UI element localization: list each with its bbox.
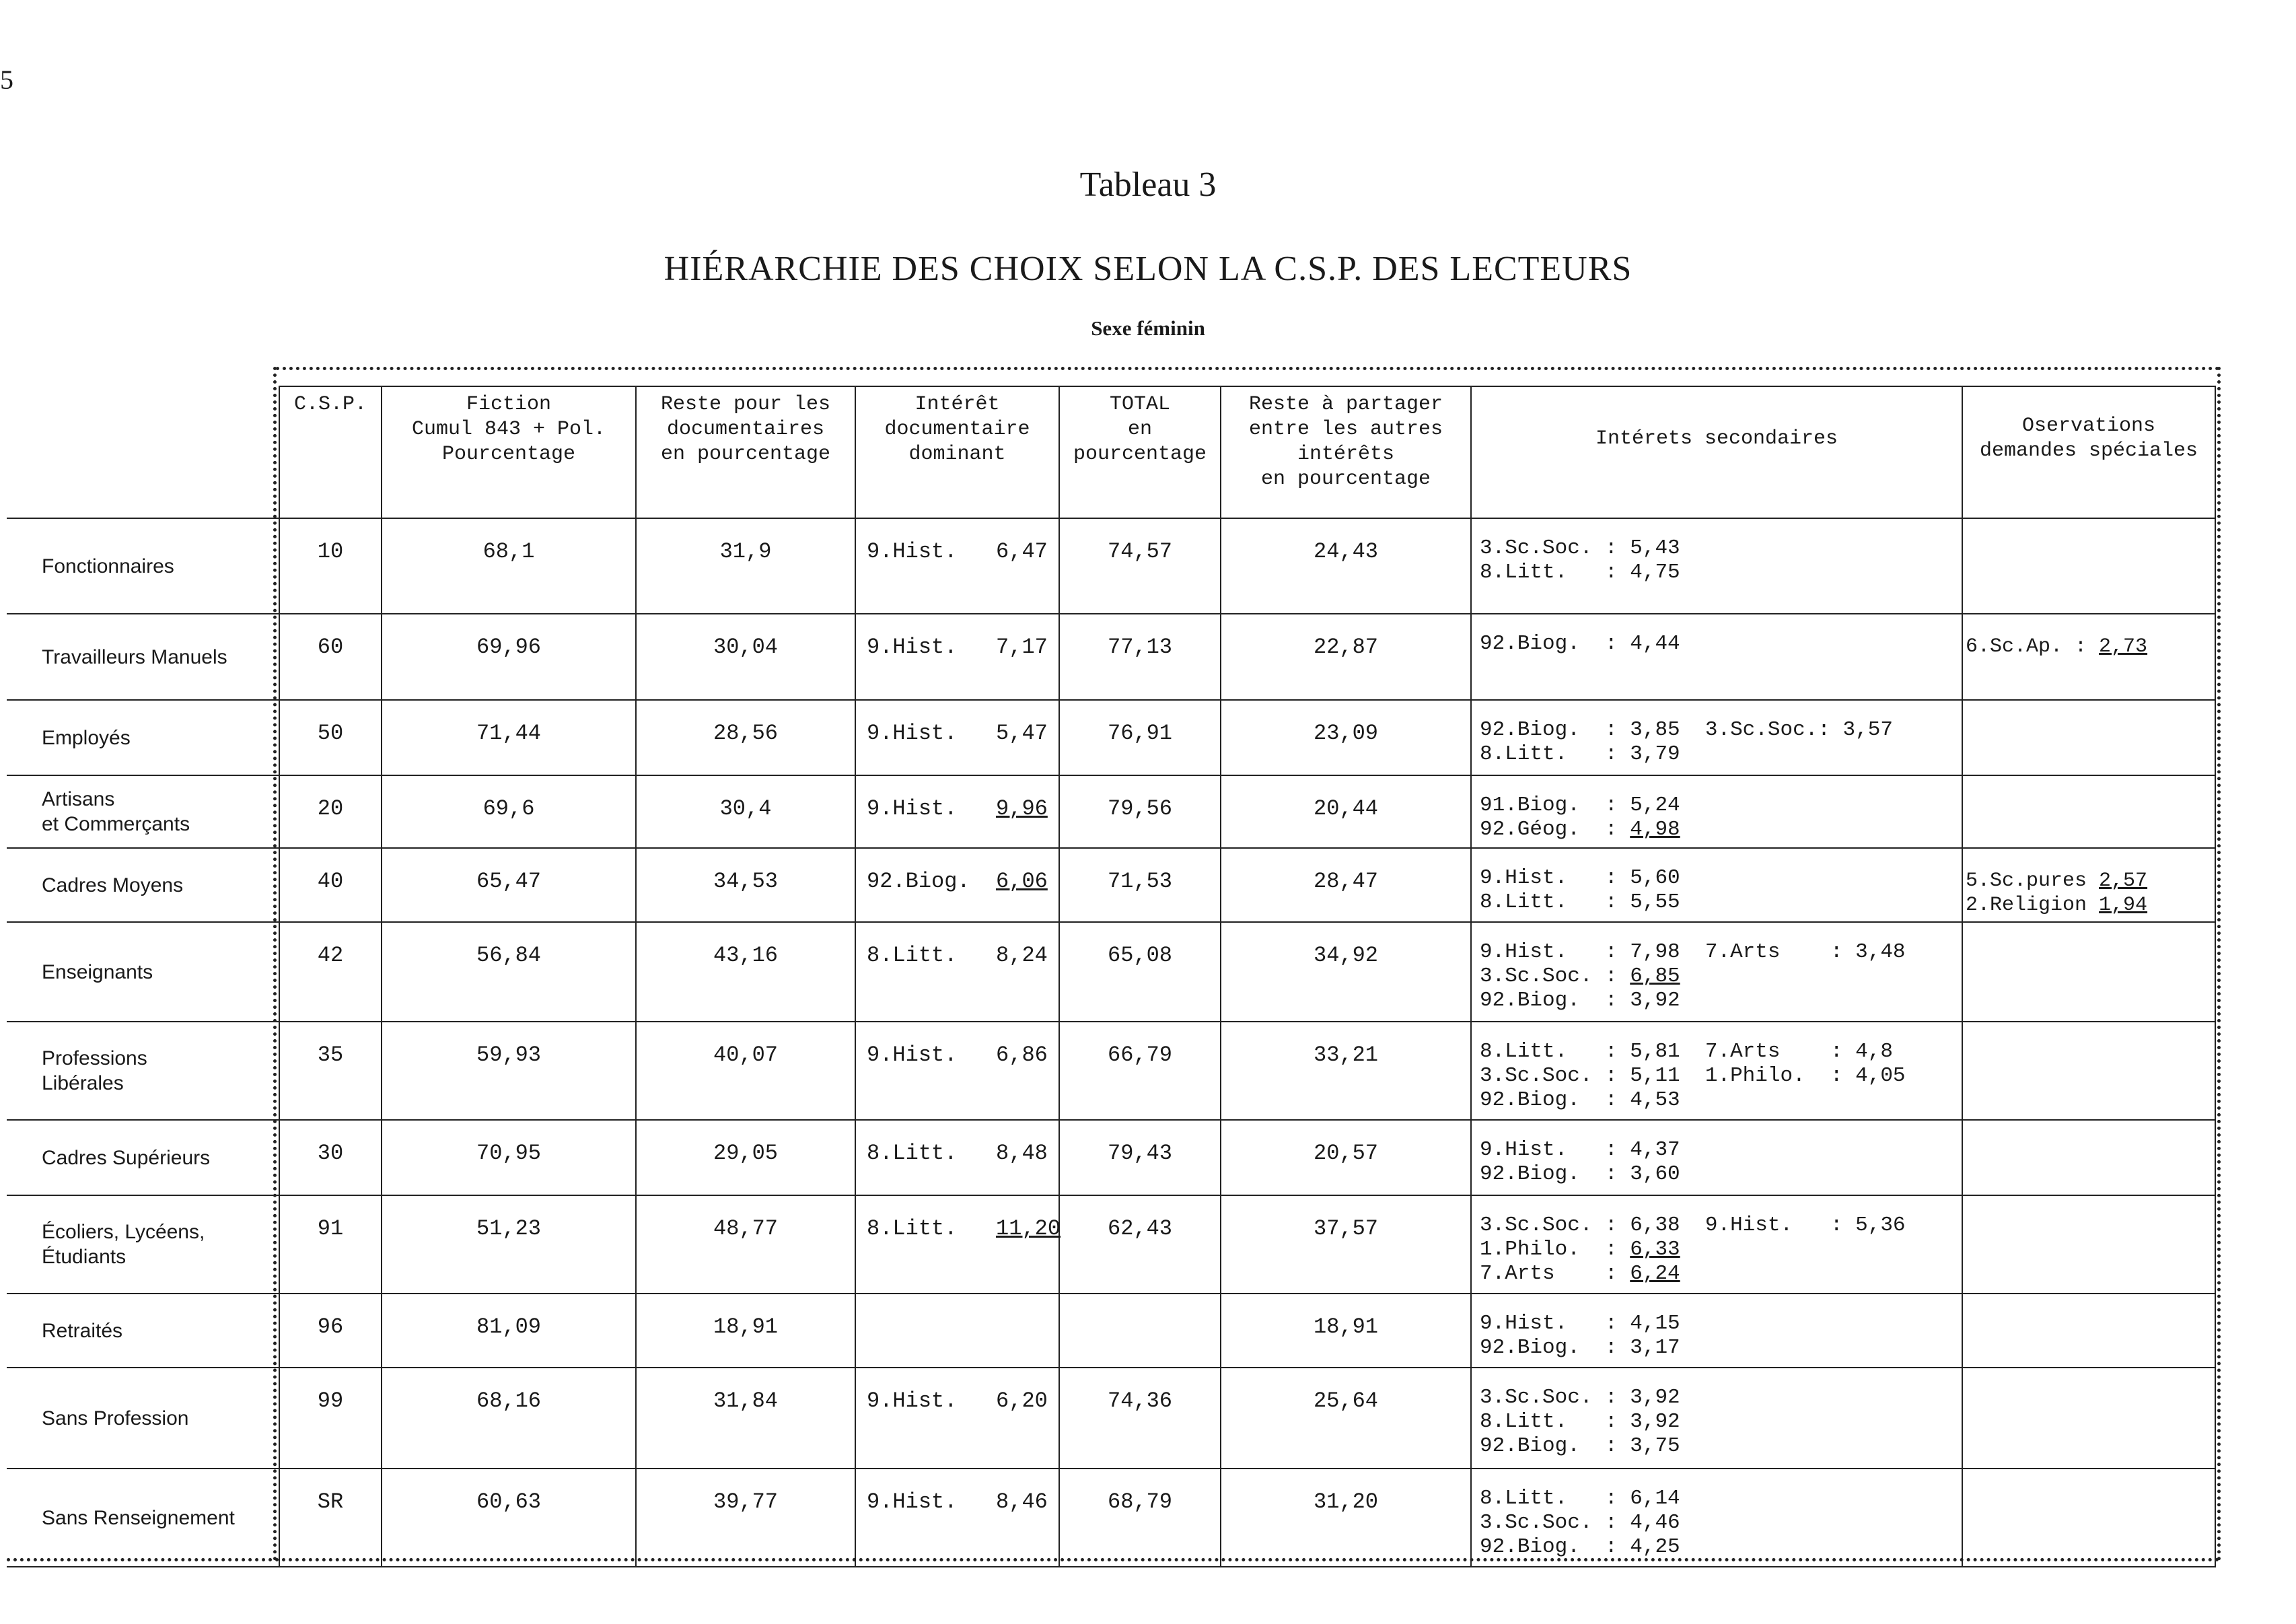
secondary-value: 3,17 <box>1630 1336 1680 1360</box>
data-table <box>7 386 2216 1567</box>
fiction-cell: 51,23 <box>382 1195 636 1294</box>
total-cell: 66,79 <box>1059 1022 1221 1120</box>
star-border-top <box>276 367 2221 381</box>
observation-cell <box>1962 700 2215 775</box>
secondary-cell <box>1471 1294 1962 1368</box>
total-cell: 68,79 <box>1059 1469 1221 1567</box>
total-cell: 62,43 <box>1059 1195 1221 1294</box>
csp-cell: 91 <box>279 1195 382 1294</box>
header-row <box>7 386 2215 518</box>
table-subtitle: Sexe féminin <box>1091 316 1205 340</box>
fiction-cell: 60,63 <box>382 1469 636 1567</box>
secondary-value: 6,24 <box>1630 1262 1680 1285</box>
dominant-subject: 9.Hist. <box>867 796 997 821</box>
row-label <box>7 1469 279 1567</box>
secondary-value: 3,92 <box>1630 989 1680 1012</box>
observation-value: 1,94 <box>2099 894 2148 917</box>
secondary-subject: 8.Litt. : <box>1480 1040 1630 1063</box>
partager-cell: 23,09 <box>1221 700 1471 775</box>
secondary-value: 5,43 <box>1630 536 1680 560</box>
row-label-line: Enseignants <box>42 960 153 983</box>
csp-cell: 10 <box>279 518 382 614</box>
csp-cell: 30 <box>279 1120 382 1195</box>
csp-cell: SR <box>279 1469 382 1567</box>
secondary-subject-2: 9.Hist. : 5,36 <box>1680 1213 1906 1237</box>
row-label-line: Étudiants <box>42 1246 127 1268</box>
dominant-cell <box>855 1022 1059 1120</box>
secondary-value: 6,85 <box>1630 964 1680 988</box>
dominant-value: 8,48 <box>996 1141 1048 1166</box>
observation-subject: 2.Religion <box>1966 894 2100 917</box>
row-label <box>7 700 279 775</box>
secondary-subject: 92.Biog. : <box>1480 718 1630 742</box>
secondary-subject: 8.Litt. : <box>1480 742 1630 766</box>
secondary-value: 3,60 <box>1630 1162 1680 1186</box>
dominant-cell <box>855 1120 1059 1195</box>
secondary-value: 6,38 <box>1630 1213 1680 1237</box>
secondary-value: 4,75 <box>1630 561 1680 584</box>
secondary-subject-2: 3.Sc.Soc.: 3,57 <box>1680 718 1893 742</box>
row-label-line: Cadres Moyens <box>42 874 184 896</box>
secondary-value: 4,25 <box>1630 1535 1680 1559</box>
dominant-subject: 8.Litt. <box>867 943 997 968</box>
row-label-line: Retraités <box>42 1319 123 1342</box>
csp-cell: 35 <box>279 1022 382 1120</box>
row-label-line: Employés <box>42 726 131 749</box>
dominant-subject: 8.Litt. <box>867 1141 997 1166</box>
secondary-subject: 8.Litt. : <box>1480 1487 1630 1510</box>
secondary-cell <box>1471 1368 1962 1469</box>
row-label-line: Fonctionnaires <box>42 555 174 577</box>
reste-cell: 30,04 <box>636 614 855 700</box>
secondary-value: 6,33 <box>1630 1238 1680 1261</box>
col-interets-secondaires: Intérets secondaires <box>1471 386 1962 518</box>
secondary-value: 4,44 <box>1630 632 1680 656</box>
row-label-line: Sans Profession <box>42 1407 189 1429</box>
total-cell: 76,91 <box>1059 700 1221 775</box>
col-interet-dominant: Intérêt documentaire dominant <box>855 386 1059 518</box>
observation-subject: 6.Sc.Ap. : <box>1966 635 2100 658</box>
secondary-value: 4,98 <box>1630 818 1680 841</box>
dominant-cell <box>855 1368 1059 1469</box>
page-number: 5 <box>0 65 13 95</box>
row-label <box>7 1120 279 1195</box>
partager-cell: 20,44 <box>1221 775 1471 848</box>
table-frame <box>7 367 2221 1561</box>
secondary-subject: 92.Biog. : <box>1480 1535 1630 1559</box>
row-label-line: Écoliers, Lycéens, <box>42 1221 205 1243</box>
secondary-value: 3,79 <box>1630 742 1680 766</box>
secondary-value: 4,37 <box>1630 1138 1680 1162</box>
secondary-subject: 91.Biog. : <box>1480 793 1630 817</box>
secondary-cell <box>1471 518 1962 614</box>
total-cell: 74,36 <box>1059 1368 1221 1469</box>
secondary-cell <box>1471 775 1962 848</box>
secondary-value: 5,11 <box>1630 1064 1680 1088</box>
row-label <box>7 1022 279 1120</box>
csp-cell: 99 <box>279 1368 382 1469</box>
table-row <box>7 1195 2215 1294</box>
total-cell: 79,43 <box>1059 1120 1221 1195</box>
total-cell: 74,57 <box>1059 518 1221 614</box>
secondary-cell <box>1471 1120 1962 1195</box>
secondary-value: 7,98 <box>1630 940 1680 964</box>
observation-cell <box>1962 1294 2215 1368</box>
partager-cell: 37,57 <box>1221 1195 1471 1294</box>
secondary-value: 6,14 <box>1630 1487 1680 1510</box>
observation-subject: 5.Sc.pures <box>1966 870 2100 892</box>
dominant-cell <box>855 1469 1059 1567</box>
total-cell <box>1059 1294 1221 1368</box>
secondary-subject-2: 7.Arts : 4,8 <box>1680 1040 1893 1063</box>
secondary-cell <box>1471 1195 1962 1294</box>
partager-cell: 34,92 <box>1221 922 1471 1022</box>
secondary-cell <box>1471 700 1962 775</box>
dominant-subject: 9.Hist. <box>867 635 997 660</box>
secondary-value: 5,24 <box>1630 793 1680 817</box>
fiction-cell: 65,47 <box>382 848 636 922</box>
secondary-cell <box>1471 1469 1962 1567</box>
csp-cell: 60 <box>279 614 382 700</box>
dominant-value: 8,46 <box>996 1489 1048 1514</box>
secondary-subject: 3.Sc.Soc. : <box>1480 1064 1630 1088</box>
table-row <box>7 614 2215 700</box>
secondary-cell <box>1471 614 1962 700</box>
secondary-value: 4,53 <box>1630 1088 1680 1112</box>
table-row <box>7 775 2215 848</box>
dominant-cell <box>855 775 1059 848</box>
row-label-line: et Commerçants <box>42 813 190 835</box>
total-cell: 65,08 <box>1059 922 1221 1022</box>
observation-cell <box>1962 614 2215 700</box>
reste-cell: 31,9 <box>636 518 855 614</box>
row-label-line: Cadres Supérieurs <box>42 1146 211 1169</box>
dominant-subject: 9.Hist. <box>867 539 997 564</box>
row-label-line: Libérales <box>42 1072 124 1094</box>
table-row <box>7 848 2215 922</box>
fiction-cell: 70,95 <box>382 1120 636 1195</box>
reste-cell: 30,4 <box>636 775 855 848</box>
reste-cell: 48,77 <box>636 1195 855 1294</box>
total-cell: 77,13 <box>1059 614 1221 700</box>
dominant-cell <box>855 922 1059 1022</box>
dominant-subject: 9.Hist. <box>867 1043 997 1067</box>
dominant-value: 8,24 <box>996 943 1048 968</box>
secondary-subject: 92.Géog. : <box>1480 818 1630 841</box>
observation-cell <box>1962 922 2215 1022</box>
csp-cell: 50 <box>279 700 382 775</box>
secondary-subject: 3.Sc.Soc. : <box>1480 964 1630 988</box>
observation-value: 2,73 <box>2099 635 2148 658</box>
partager-cell: 20,57 <box>1221 1120 1471 1195</box>
row-label <box>7 1294 279 1368</box>
observation-cell <box>1962 1368 2215 1469</box>
secondary-value: 4,15 <box>1630 1312 1680 1335</box>
col-reste-partager: Reste à partager entre les autres intérêts en pourcentage <box>1221 386 1471 518</box>
observation-cell <box>1962 848 2215 922</box>
secondary-cell <box>1471 848 1962 922</box>
partager-cell: 33,21 <box>1221 1022 1471 1120</box>
dominant-value: 6,47 <box>996 539 1048 564</box>
secondary-cell <box>1471 1022 1962 1120</box>
table-row <box>7 1120 2215 1195</box>
secondary-subject: 92.Biog. : <box>1480 1162 1630 1186</box>
fiction-cell: 68,16 <box>382 1368 636 1469</box>
secondary-subject: 9.Hist. : <box>1480 940 1630 964</box>
table-row <box>7 700 2215 775</box>
secondary-subject: 92.Biog. : <box>1480 1434 1630 1458</box>
fiction-cell: 68,1 <box>382 518 636 614</box>
table-row <box>7 1294 2215 1368</box>
dominant-value: 11,20 <box>996 1216 1061 1241</box>
secondary-subject: 3.Sc.Soc. : <box>1480 1213 1630 1237</box>
secondary-subject: 3.Sc.Soc. : <box>1480 1511 1630 1534</box>
table-row <box>7 922 2215 1022</box>
secondary-subject: 3.Sc.Soc. : <box>1480 1386 1630 1409</box>
reste-cell: 28,56 <box>636 700 855 775</box>
fiction-cell: 69,96 <box>382 614 636 700</box>
secondary-subject: 92.Biog. : <box>1480 1088 1630 1112</box>
secondary-value: 4,46 <box>1630 1511 1680 1534</box>
reste-cell: 34,53 <box>636 848 855 922</box>
secondary-subject: 1.Philo. : <box>1480 1238 1630 1261</box>
reste-cell: 31,84 <box>636 1368 855 1469</box>
col-total: TOTAL en pourcentage <box>1059 386 1221 518</box>
row-label <box>7 518 279 614</box>
fiction-cell: 56,84 <box>382 922 636 1022</box>
secondary-value: 3,92 <box>1630 1386 1680 1409</box>
dominant-subject: 9.Hist. <box>867 1388 997 1413</box>
table-row <box>7 1469 2215 1567</box>
secondary-subject: 7.Arts : <box>1480 1262 1630 1285</box>
dominant-value: 7,17 <box>996 635 1048 660</box>
row-label <box>7 775 279 848</box>
row-label <box>7 848 279 922</box>
dominant-value: 9,96 <box>996 796 1048 821</box>
secondary-subject: 8.Litt. : <box>1480 890 1630 914</box>
dominant-cell <box>855 518 1059 614</box>
partager-cell: 25,64 <box>1221 1368 1471 1469</box>
partager-cell: 24,43 <box>1221 518 1471 614</box>
table-title: HIÉRARCHIE DES CHOIX SELON LA C.S.P. DES LECTEURS <box>663 250 1633 288</box>
col-observations: Oservations demandes spéciales <box>1962 386 2215 518</box>
secondary-subject: 92.Biog. : <box>1480 989 1630 1012</box>
dominant-cell <box>855 614 1059 700</box>
observation-cell <box>1962 1120 2215 1195</box>
dominant-cell <box>855 1294 1059 1368</box>
dominant-value: 6,86 <box>996 1043 1048 1067</box>
csp-cell: 42 <box>279 922 382 1022</box>
reste-cell: 29,05 <box>636 1120 855 1195</box>
secondary-subject: 92.Biog. : <box>1480 632 1630 656</box>
secondary-subject: 8.Litt. : <box>1480 1410 1630 1434</box>
table-row <box>7 1368 2215 1469</box>
dominant-value: 5,47 <box>996 721 1048 746</box>
row-label <box>7 922 279 1022</box>
table-row <box>7 518 2215 614</box>
dominant-cell <box>855 1195 1059 1294</box>
observation-cell <box>1962 1022 2215 1120</box>
partager-cell: 22,87 <box>1221 614 1471 700</box>
row-label-line: Artisans <box>42 788 115 810</box>
corner-cell <box>7 386 279 518</box>
total-cell: 79,56 <box>1059 775 1221 848</box>
reste-cell: 40,07 <box>636 1022 855 1120</box>
fiction-cell: 69,6 <box>382 775 636 848</box>
secondary-subject: 8.Litt. : <box>1480 561 1630 584</box>
reste-cell: 43,16 <box>636 922 855 1022</box>
secondary-subject: 92.Biog. : <box>1480 1336 1630 1360</box>
col-csp: C.S.P. <box>279 386 382 518</box>
secondary-subject-2: 1.Philo. : 4,05 <box>1680 1064 1906 1088</box>
secondary-subject: 9.Hist. : <box>1480 866 1630 890</box>
dominant-subject: 8.Litt. <box>867 1216 997 1241</box>
reste-cell: 18,91 <box>636 1294 855 1368</box>
fiction-cell: 59,93 <box>382 1022 636 1120</box>
dominant-value: 6,20 <box>996 1388 1048 1413</box>
partager-cell: 18,91 <box>1221 1294 1471 1368</box>
secondary-value: 3,92 <box>1630 1410 1680 1434</box>
dominant-value: 6,06 <box>996 869 1048 894</box>
secondary-subject: 3.Sc.Soc. : <box>1480 536 1630 560</box>
secondary-value: 3,85 <box>1630 718 1680 742</box>
secondary-subject: 9.Hist. : <box>1480 1138 1630 1162</box>
observation-cell <box>1962 1195 2215 1294</box>
total-cell: 71,53 <box>1059 848 1221 922</box>
row-label <box>7 1195 279 1294</box>
col-reste: Reste pour les documentaires en pourcentage <box>636 386 855 518</box>
observation-cell <box>1962 518 2215 614</box>
secondary-subject: 9.Hist. : <box>1480 1312 1630 1335</box>
col-fiction: Fiction Cumul 843 + Pol. Pourcentage <box>382 386 636 518</box>
partager-cell: 28,47 <box>1221 848 1471 922</box>
csp-cell: 20 <box>279 775 382 848</box>
secondary-cell <box>1471 922 1962 1022</box>
row-label <box>7 1368 279 1469</box>
reste-cell: 39,77 <box>636 1469 855 1567</box>
dominant-subject: 92.Biog. <box>867 869 997 894</box>
secondary-value: 5,55 <box>1630 890 1680 914</box>
csp-cell: 40 <box>279 848 382 922</box>
row-label <box>7 614 279 700</box>
row-label-line: Professions <box>42 1047 147 1069</box>
dominant-subject: 9.Hist. <box>867 721 997 746</box>
fiction-cell: 81,09 <box>382 1294 636 1368</box>
observation-cell <box>1962 1469 2215 1567</box>
fiction-cell: 71,44 <box>382 700 636 775</box>
secondary-value: 5,60 <box>1630 866 1680 890</box>
partager-cell: 31,20 <box>1221 1469 1471 1567</box>
dominant-cell <box>855 848 1059 922</box>
dominant-cell <box>855 700 1059 775</box>
csp-cell: 96 <box>279 1294 382 1368</box>
secondary-value: 5,81 <box>1630 1040 1680 1063</box>
secondary-subject-2: 7.Arts : 3,48 <box>1680 940 1906 964</box>
row-label-line: Travailleurs Manuels <box>42 645 227 668</box>
table-row <box>7 1022 2215 1120</box>
row-label-line: Sans Renseignement <box>42 1506 235 1529</box>
secondary-value: 3,75 <box>1630 1434 1680 1458</box>
observation-value: 2,57 <box>2099 870 2148 892</box>
observation-cell <box>1962 775 2215 848</box>
table-number: Tableau 3 <box>1079 166 1217 204</box>
dominant-subject: 9.Hist. <box>867 1489 997 1514</box>
